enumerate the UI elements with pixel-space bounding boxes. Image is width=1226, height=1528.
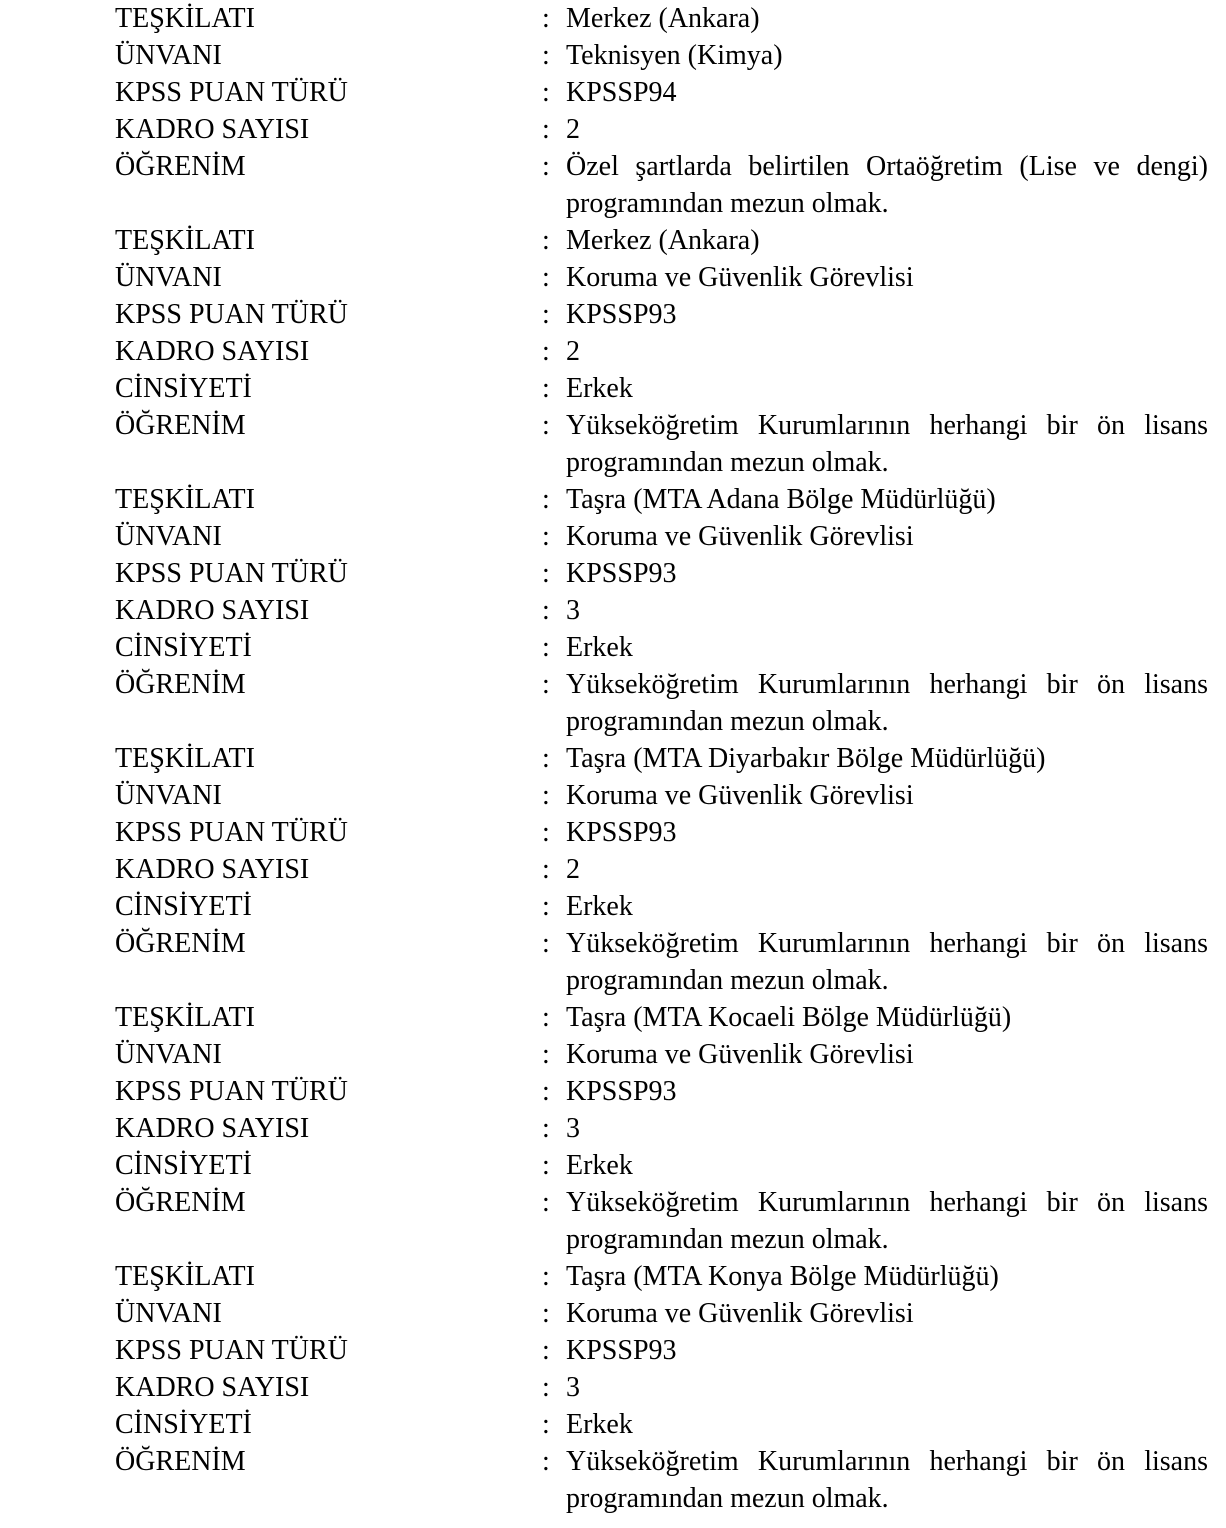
kpss-puan-turu-row bbox=[0, 1073, 1226, 1110]
ogrenim-row bbox=[0, 925, 1226, 999]
teskilati-value: Taşra (MTA Konya Bölge Müdürlüğü) bbox=[566, 1261, 999, 1292]
teskilati-value: Merkez (Ankara) bbox=[566, 3, 760, 34]
unvani-row bbox=[0, 518, 1226, 555]
position-entry bbox=[0, 1258, 1226, 1517]
field-separator: : bbox=[542, 1261, 550, 1292]
teskilati-label: TEŞKİLATI bbox=[115, 3, 255, 34]
cinsiyet-row bbox=[0, 1406, 1226, 1443]
field-separator: : bbox=[542, 77, 550, 108]
unvani-label: ÜNVANI bbox=[115, 40, 222, 71]
field-separator: : bbox=[542, 1335, 550, 1366]
position-entry bbox=[0, 0, 1226, 222]
unvani-value: Koruma ve Güvenlik Görevlisi bbox=[566, 521, 914, 552]
teskilati-row bbox=[0, 740, 1226, 777]
unvani-row bbox=[0, 1295, 1226, 1332]
field-separator: : bbox=[542, 225, 550, 256]
teskilati-row bbox=[0, 999, 1226, 1036]
ogrenim-row bbox=[0, 666, 1226, 740]
kadro-sayisi-value: 2 bbox=[566, 854, 580, 885]
teskilati-label: TEŞKİLATI bbox=[115, 743, 255, 774]
kpss-puan-turu-row bbox=[0, 296, 1226, 333]
position-entry bbox=[0, 481, 1226, 740]
unvani-value: Koruma ve Güvenlik Görevlisi bbox=[566, 1298, 914, 1329]
teskilati-value: Taşra (MTA Diyarbakır Bölge Müdürlüğü) bbox=[566, 743, 1046, 774]
kadro-sayisi-row bbox=[0, 592, 1226, 629]
kpss-puan-turu-row bbox=[0, 1332, 1226, 1369]
field-separator: : bbox=[542, 928, 550, 959]
ogrenim-label: ÖĞRENİM bbox=[115, 928, 246, 959]
field-separator: : bbox=[542, 151, 550, 182]
kpss-puan-turu-label: KPSS PUAN TÜRÜ bbox=[115, 299, 348, 330]
unvani-row bbox=[0, 777, 1226, 814]
teskilati-row bbox=[0, 1258, 1226, 1295]
ogrenim-row bbox=[0, 1184, 1226, 1258]
field-separator: : bbox=[542, 669, 550, 700]
kadro-sayisi-label: KADRO SAYISI bbox=[115, 1372, 310, 1403]
unvani-row bbox=[0, 1036, 1226, 1073]
field-separator: : bbox=[542, 1409, 550, 1440]
cinsiyet-value: Erkek bbox=[566, 891, 633, 922]
kpss-puan-turu-row bbox=[0, 555, 1226, 592]
field-separator: : bbox=[542, 743, 550, 774]
kpss-puan-turu-value: KPSSP93 bbox=[566, 1335, 677, 1366]
kpss-puan-turu-row bbox=[0, 814, 1226, 851]
field-separator: : bbox=[542, 521, 550, 552]
unvani-label: ÜNVANI bbox=[115, 780, 222, 811]
field-separator: : bbox=[542, 817, 550, 848]
ogrenim-label: ÖĞRENİM bbox=[115, 1187, 246, 1218]
teskilati-row bbox=[0, 481, 1226, 518]
field-separator: : bbox=[542, 373, 550, 404]
ogrenim-value: Yükseköğretim Kurumlarının herhangi bir ön lisans programından mezun olmak. bbox=[566, 1446, 1208, 1514]
teskilati-label: TEŞKİLATI bbox=[115, 1002, 255, 1033]
teskilati-row bbox=[0, 222, 1226, 259]
unvani-label: ÜNVANI bbox=[115, 1298, 222, 1329]
unvani-value: Koruma ve Güvenlik Görevlisi bbox=[566, 1039, 914, 1070]
kadro-sayisi-label: KADRO SAYISI bbox=[115, 854, 310, 885]
kpss-puan-turu-value: KPSSP94 bbox=[566, 77, 677, 108]
cinsiyet-value: Erkek bbox=[566, 1409, 633, 1440]
kadro-sayisi-row bbox=[0, 1110, 1226, 1147]
kadro-sayisi-label: KADRO SAYISI bbox=[115, 336, 310, 367]
ogrenim-row bbox=[0, 407, 1226, 481]
ogrenim-value: Yükseköğretim Kurumlarının herhangi bir ön lisans programından mezun olmak. bbox=[566, 669, 1208, 737]
field-separator: : bbox=[542, 595, 550, 626]
field-separator: : bbox=[542, 299, 550, 330]
cinsiyet-label: CİNSİYETİ bbox=[115, 373, 252, 404]
cinsiyet-value: Erkek bbox=[566, 373, 633, 404]
cinsiyet-label: CİNSİYETİ bbox=[115, 1150, 252, 1181]
ogrenim-label: ÖĞRENİM bbox=[115, 669, 246, 700]
teskilati-label: TEŞKİLATI bbox=[115, 1261, 255, 1292]
kpss-puan-turu-value: KPSSP93 bbox=[566, 1076, 677, 1107]
field-separator: : bbox=[542, 891, 550, 922]
kpss-puan-turu-value: KPSSP93 bbox=[566, 558, 677, 589]
kadro-sayisi-row bbox=[0, 111, 1226, 148]
field-separator: : bbox=[542, 1113, 550, 1144]
field-separator: : bbox=[542, 1446, 550, 1477]
field-separator: : bbox=[542, 1298, 550, 1329]
ogrenim-row bbox=[0, 1443, 1226, 1517]
ogrenim-label: ÖĞRENİM bbox=[115, 151, 246, 182]
kpss-puan-turu-label: KPSS PUAN TÜRÜ bbox=[115, 1335, 348, 1366]
teskilati-label: TEŞKİLATI bbox=[115, 484, 255, 515]
unvani-label: ÜNVANI bbox=[115, 1039, 222, 1070]
kpss-puan-turu-row bbox=[0, 74, 1226, 111]
cinsiyet-row bbox=[0, 888, 1226, 925]
cinsiyet-row bbox=[0, 1147, 1226, 1184]
field-separator: : bbox=[542, 632, 550, 663]
position-entry bbox=[0, 740, 1226, 999]
teskilati-value: Taşra (MTA Kocaeli Bölge Müdürlüğü) bbox=[566, 1002, 1012, 1033]
field-separator: : bbox=[542, 1039, 550, 1070]
cinsiyet-row bbox=[0, 370, 1226, 407]
kadro-sayisi-value: 2 bbox=[566, 336, 580, 367]
kadro-sayisi-row bbox=[0, 1369, 1226, 1406]
kpss-puan-turu-label: KPSS PUAN TÜRÜ bbox=[115, 558, 348, 589]
field-separator: : bbox=[542, 484, 550, 515]
field-separator: : bbox=[542, 558, 550, 589]
cinsiyet-label: CİNSİYETİ bbox=[115, 891, 252, 922]
field-separator: : bbox=[542, 1002, 550, 1033]
kadro-sayisi-label: KADRO SAYISI bbox=[115, 114, 310, 145]
field-separator: : bbox=[542, 854, 550, 885]
teskilati-row bbox=[0, 0, 1226, 37]
ogrenim-value: Yükseköğretim Kurumlarının herhangi bir ön lisans programından mezun olmak. bbox=[566, 928, 1208, 996]
unvani-row bbox=[0, 37, 1226, 74]
unvani-value: Koruma ve Güvenlik Görevlisi bbox=[566, 262, 914, 293]
kpss-puan-turu-value: KPSSP93 bbox=[566, 817, 677, 848]
unvani-row bbox=[0, 259, 1226, 296]
field-separator: : bbox=[542, 1150, 550, 1181]
cinsiyet-row bbox=[0, 629, 1226, 666]
field-separator: : bbox=[542, 1372, 550, 1403]
teskilati-value: Taşra (MTA Adana Bölge Müdürlüğü) bbox=[566, 484, 996, 515]
position-entry bbox=[0, 222, 1226, 481]
kadro-sayisi-value: 3 bbox=[566, 1372, 580, 1403]
ogrenim-value: Yükseköğretim Kurumlarının herhangi bir ön lisans programından mezun olmak. bbox=[566, 1187, 1208, 1255]
field-separator: : bbox=[542, 780, 550, 811]
teskilati-label: TEŞKİLATI bbox=[115, 225, 255, 256]
unvani-label: ÜNVANI bbox=[115, 521, 222, 552]
unvani-value: Teknisyen (Kimya) bbox=[566, 40, 783, 71]
ogrenim-value: Yükseköğretim Kurumlarının herhangi bir ön lisans programından mezun olmak. bbox=[566, 410, 1208, 478]
unvani-value: Koruma ve Güvenlik Görevlisi bbox=[566, 780, 914, 811]
kadro-sayisi-value: 3 bbox=[566, 1113, 580, 1144]
ogrenim-label: ÖĞRENİM bbox=[115, 410, 246, 441]
kadro-sayisi-value: 2 bbox=[566, 114, 580, 145]
field-separator: : bbox=[542, 1076, 550, 1107]
cinsiyet-label: CİNSİYETİ bbox=[115, 632, 252, 663]
kadro-sayisi-label: KADRO SAYISI bbox=[115, 595, 310, 626]
field-separator: : bbox=[542, 114, 550, 145]
ogrenim-value: Özel şartlarda belirtilen Ortaöğretim (Lise ve dengi) programından mezun olmak. bbox=[566, 151, 1208, 219]
cinsiyet-value: Erkek bbox=[566, 632, 633, 663]
kadro-sayisi-row bbox=[0, 851, 1226, 888]
field-separator: : bbox=[542, 3, 550, 34]
cinsiyet-value: Erkek bbox=[566, 1150, 633, 1181]
kadro-sayisi-label: KADRO SAYISI bbox=[115, 1113, 310, 1144]
ogrenim-label: ÖĞRENİM bbox=[115, 1446, 246, 1477]
field-separator: : bbox=[542, 336, 550, 367]
kpss-puan-turu-label: KPSS PUAN TÜRÜ bbox=[115, 77, 348, 108]
field-separator: : bbox=[542, 1187, 550, 1218]
unvani-label: ÜNVANI bbox=[115, 262, 222, 293]
field-separator: : bbox=[542, 410, 550, 441]
kadro-sayisi-row bbox=[0, 333, 1226, 370]
kpss-puan-turu-label: KPSS PUAN TÜRÜ bbox=[115, 1076, 348, 1107]
kpss-puan-turu-value: KPSSP93 bbox=[566, 299, 677, 330]
teskilati-value: Merkez (Ankara) bbox=[566, 225, 760, 256]
position-entry bbox=[0, 999, 1226, 1258]
field-separator: : bbox=[542, 262, 550, 293]
kpss-puan-turu-label: KPSS PUAN TÜRÜ bbox=[115, 817, 348, 848]
cinsiyet-label: CİNSİYETİ bbox=[115, 1409, 252, 1440]
ogrenim-row bbox=[0, 148, 1226, 222]
field-separator: : bbox=[542, 40, 550, 71]
kadro-sayisi-value: 3 bbox=[566, 595, 580, 626]
